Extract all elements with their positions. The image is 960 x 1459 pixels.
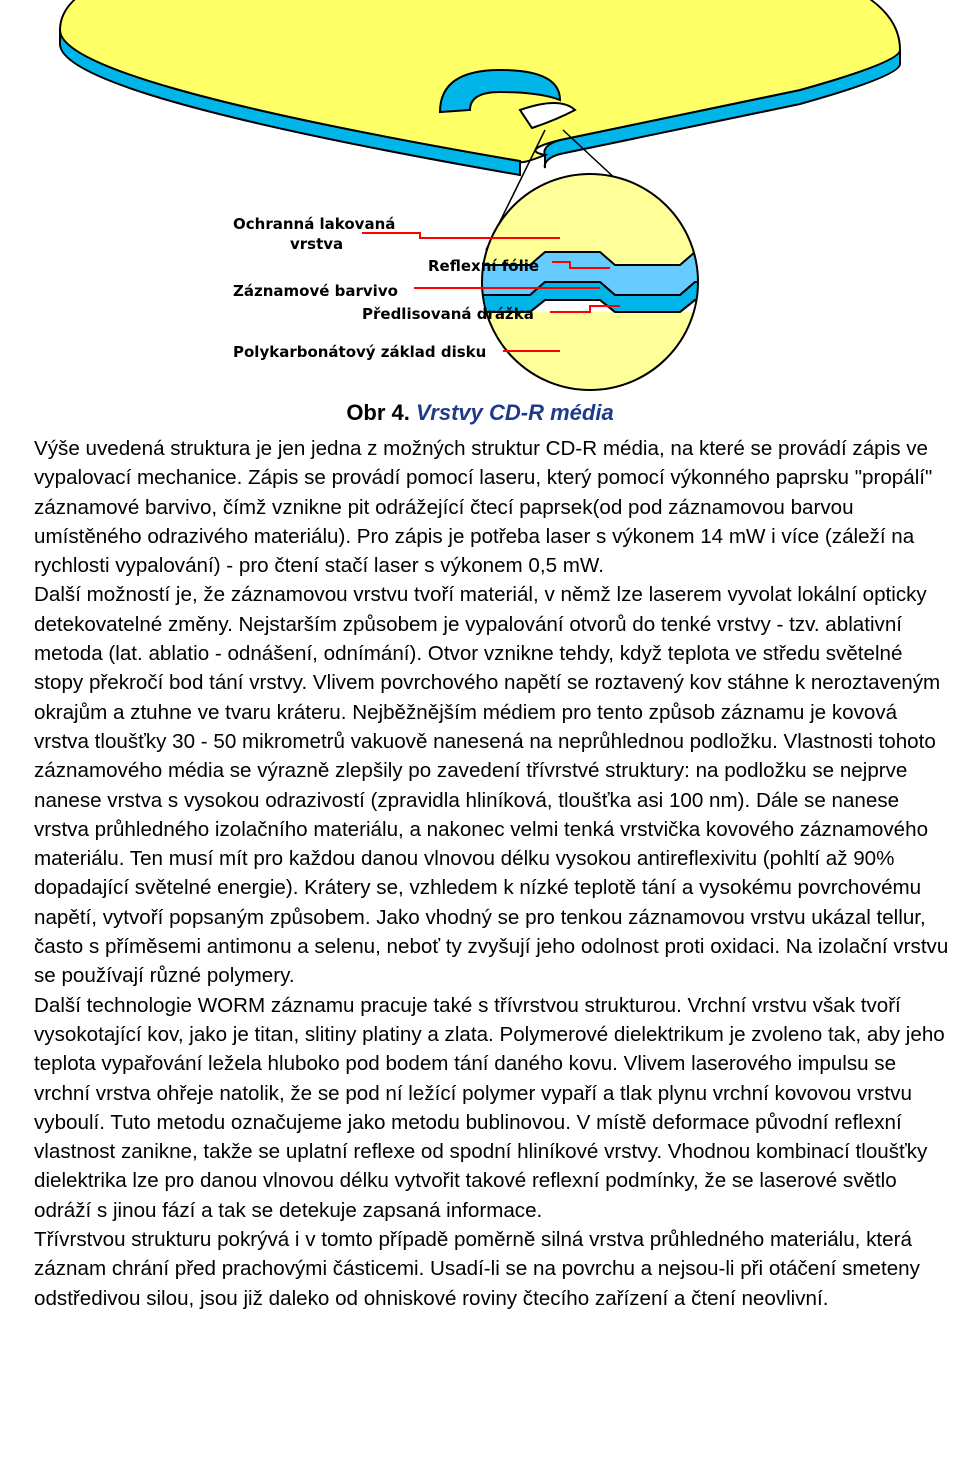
label-protective-lacquer-2: vrstva xyxy=(290,235,344,253)
label-pregroove: Předlisovaná drážka xyxy=(362,305,534,323)
paragraph-1: Výše uvedená struktura je jen jedna z možných struktur CD-R média, na které se provádí zápis ve vypalovací mechanice. Zápis se provádí pomocí laseru, který pomocí výkonného paprsku "propálí" záznamové barvivo, čímž vznikne pit odrážející čtecí paprsek(od pod záznamovou barvou umístěného odrazivého materiálu). Pro zápis je potřeba laser s výkonem 14 mW i více (záleží na rychlosti vypalování) - pro čtení stačí laser s výkonem 0,5 mW. xyxy=(34,437,933,578)
article-body xyxy=(6,434,956,1313)
layer-lacquer xyxy=(470,170,720,265)
caption-title: Vrstvy CD-R média xyxy=(416,400,614,425)
paragraph-3: Další technologie WORM záznamu pracuje také s třívrstvou strukturou. Vrchní vrstvu však tvoří vysokotající kov, jako je titan, slitiny platiny a zlata. Polymerové dielektrikum je zvoleno tak, aby jeho teplota vypařování ležela hluboko pod bodem tání daného kovu. Vlivem laserového impulsu se vrchní vrstva ohřeje natolik, že se pod ní ležící polymer vypaří a tlak plynu vrchní kovovou vrstvu vyboulí. Tuto metodu označujeme jako metodu bublinovou. V místě deformace původní reflexní vlastnost zanikne, takže se uplatní reflexe od spodní hliníkové vrstvy. Vhodnou kombinací tloušťky dielektrika lze pro danou vlnovou délku vytvořit takové reflexní podmínky, že se laserové světlo odráží s jinou fází a tak se detekuje zapsaná informace. xyxy=(34,993,945,1222)
label-protective-lacquer-1: Ochranná lakovaná xyxy=(233,215,396,233)
cd-r-layers-diagram xyxy=(0,0,960,395)
pointer-pregroove xyxy=(550,306,620,312)
cd-r-layers-figure xyxy=(0,0,960,395)
label-polycarbonate-base: Polykarbonátový základ disku xyxy=(233,343,487,361)
caption-number: Obr 4. xyxy=(346,400,410,425)
label-recording-dye: Záznamové barvivo xyxy=(233,282,398,300)
label-reflective-foil: Reflexní fólie xyxy=(428,257,540,275)
paragraph-4: Třívrstvou strukturu pokrývá i v tomto případě poměrně silná vrstva průhledného materiálu, která záznam chrání před prachovými částicemi. Usadí-li se na povrchu a nejsou-li při otáčení smeteny odstředivou silou, jsou již daleko od ohniskové roviny čtecího zařízení a čtení neovlivní. xyxy=(34,1228,920,1310)
paragraph-2: Další možností je, že záznamovou vrstvu tvoří materiál, v němž lze laserem vyvolat lokální opticky detekovatelné změny. Nejstarším způsobem je vypalování otvorů do tenké vrstvy - tzv. ablativní metoda (lat. ablatio - odnášení, odnímání). Otvor vznikne tehdy, když teplota ve středu světelné stopy překročí bod tání vrstvy. Vlivem povrchového napětí se roztavený kov stáhne k neroztaveným okrajům a ztuhne ve tvaru kráteru. Nejběžnějším médiem pro tento způsob záznamu je kovová vrstva tloušťky 30 - 50 mikrometrů vakuově nanesená na neprůhlednou podložku. Vlastnosti tohoto záznamového média se výrazně zlepšily po zavedení třívrstvé struktury: na podložku se nejprve nanese vrstva s vysokou odrazivostí (zpravidla hliníková, tloušťka asi 100 nm). Dále se nanese vrstva průhledného izolačního materiálu, a nakonec velmi tenká vrstvička kovového záznamového materiálu. Ten musí mít pro každou danou vlnovou délku vysokou antireflexivitu (pohltí až 90% dopadající světelné energie). Krátery se, vzhledem k nízké teplotě tání a vysokému povrchovému napětí, vytvoří popsaným způsobem. Jako vhodný se pro tenkou záznamovou vrstvu ukázal tellur, často s příměsemi antimonu a selenu, neboť ty zvyšují jeho odolnost proti oxidaci. Na izolační vrstvu se používají různé polymery. xyxy=(34,583,949,988)
figure-caption xyxy=(0,398,960,428)
